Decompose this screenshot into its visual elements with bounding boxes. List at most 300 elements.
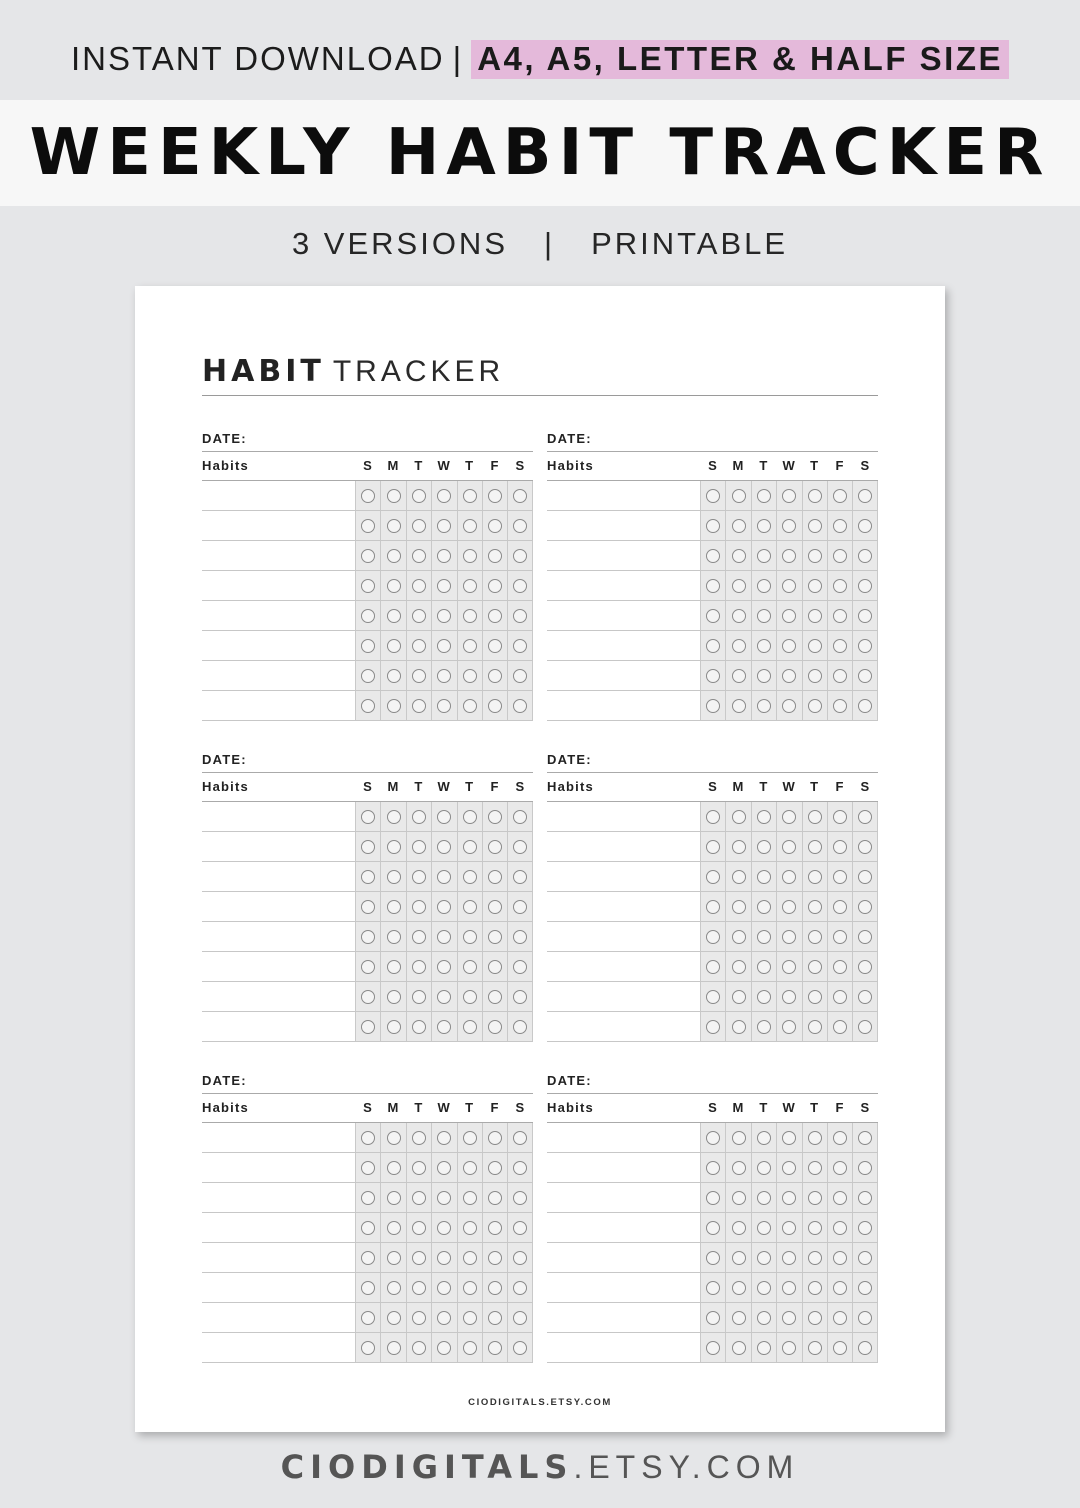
day-cell xyxy=(380,601,405,630)
day-cell xyxy=(507,922,532,951)
checkbox-circle-icon xyxy=(858,699,872,713)
checkbox-circle-icon xyxy=(488,669,502,683)
brand-line xyxy=(0,1448,1080,1486)
day-cells xyxy=(700,952,878,981)
checkbox-circle-icon xyxy=(412,900,426,914)
day-cells xyxy=(355,571,533,600)
day-label: W xyxy=(437,1100,450,1115)
day-cell xyxy=(380,1303,405,1332)
checkbox-circle-icon xyxy=(858,960,872,974)
checkbox-circle-icon xyxy=(858,549,872,563)
day-cells xyxy=(355,661,533,690)
day-cell xyxy=(751,1213,776,1242)
checkbox-circle-icon xyxy=(782,1131,796,1145)
day-cell xyxy=(355,922,380,951)
header-row xyxy=(202,1093,533,1123)
day-cell xyxy=(431,1153,456,1182)
checkbox-circle-icon xyxy=(361,1281,375,1295)
day-cells xyxy=(700,1273,878,1302)
day-cell xyxy=(431,862,456,891)
day-cell xyxy=(457,802,482,831)
checkbox-circle-icon xyxy=(782,1311,796,1325)
day-cell xyxy=(406,541,431,570)
day-cell xyxy=(802,541,827,570)
day-cell xyxy=(406,631,431,660)
day-cell xyxy=(776,1333,801,1362)
day-cell xyxy=(802,952,827,981)
checkbox-circle-icon xyxy=(732,639,746,653)
day-label: S xyxy=(860,458,870,473)
day-label: M xyxy=(732,779,744,794)
checkbox-circle-icon xyxy=(833,1281,847,1295)
day-label: S xyxy=(363,458,372,473)
day-label: M xyxy=(387,779,399,794)
day-cell xyxy=(827,511,852,540)
day-cells xyxy=(355,601,533,630)
checkbox-circle-icon xyxy=(437,699,451,713)
day-cell xyxy=(507,1273,532,1302)
checkbox-circle-icon xyxy=(833,900,847,914)
day-cell xyxy=(431,802,456,831)
day-cell xyxy=(431,832,456,861)
day-cell xyxy=(406,1243,431,1272)
checkbox-circle-icon xyxy=(387,960,401,974)
day-cell xyxy=(457,481,482,510)
day-cell xyxy=(355,862,380,891)
checkbox-circle-icon xyxy=(437,1251,451,1265)
day-cell xyxy=(751,1183,776,1212)
habit-row xyxy=(547,691,878,721)
day-cell xyxy=(725,802,750,831)
checkbox-circle-icon xyxy=(757,1191,771,1205)
checkbox-circle-icon xyxy=(361,1221,375,1235)
day-cell xyxy=(355,661,380,690)
habit-row xyxy=(202,1333,533,1363)
habit-row xyxy=(202,1012,533,1042)
day-cell xyxy=(406,481,431,510)
checkbox-circle-icon xyxy=(463,639,477,653)
day-cell xyxy=(725,1243,750,1272)
day-cell xyxy=(802,1273,827,1302)
checkbox-circle-icon xyxy=(706,1191,720,1205)
day-cell xyxy=(852,541,877,570)
day-cell xyxy=(457,832,482,861)
habit-row xyxy=(547,601,878,631)
day-cell xyxy=(380,631,405,660)
checkbox-circle-icon xyxy=(757,639,771,653)
day-cell xyxy=(406,922,431,951)
day-cell xyxy=(776,1123,801,1152)
checkbox-circle-icon xyxy=(361,669,375,683)
checkbox-circle-icon xyxy=(732,669,746,683)
day-cell xyxy=(507,1123,532,1152)
day-label: T xyxy=(414,779,423,794)
day-cell xyxy=(802,1333,827,1362)
day-cell xyxy=(507,691,532,720)
day-cell xyxy=(380,1333,405,1362)
habit-row xyxy=(547,661,878,691)
day-cell xyxy=(827,661,852,690)
day-cell xyxy=(482,832,507,861)
checkbox-circle-icon xyxy=(463,1161,477,1175)
habit-row xyxy=(547,1213,878,1243)
checkbox-circle-icon xyxy=(387,1131,401,1145)
day-cell xyxy=(355,1243,380,1272)
checkbox-circle-icon xyxy=(437,960,451,974)
day-cell xyxy=(776,571,801,600)
checkbox-circle-icon xyxy=(782,1281,796,1295)
day-label: T xyxy=(414,1100,423,1115)
habit-row xyxy=(547,832,878,862)
checkbox-circle-icon xyxy=(706,1221,720,1235)
habit-row xyxy=(202,952,533,982)
checkbox-circle-icon xyxy=(437,1161,451,1175)
checkbox-circle-icon xyxy=(488,489,502,503)
day-cell xyxy=(725,1012,750,1041)
checkbox-circle-icon xyxy=(412,870,426,884)
checkbox-circle-icon xyxy=(782,609,796,623)
checkbox-circle-icon xyxy=(513,1251,527,1265)
day-cell xyxy=(852,922,877,951)
habit-grid xyxy=(202,802,533,1042)
checkbox-circle-icon xyxy=(513,990,527,1004)
day-cell xyxy=(700,1303,725,1332)
day-cell xyxy=(380,982,405,1011)
checkbox-circle-icon xyxy=(361,930,375,944)
checkbox-circle-icon xyxy=(732,489,746,503)
checkbox-circle-icon xyxy=(488,1341,502,1355)
checkbox-circle-icon xyxy=(513,489,527,503)
checkbox-circle-icon xyxy=(706,870,720,884)
checkbox-circle-icon xyxy=(488,609,502,623)
day-cell xyxy=(700,1243,725,1272)
checkbox-circle-icon xyxy=(387,1251,401,1265)
day-cell xyxy=(507,511,532,540)
checkbox-circle-icon xyxy=(463,669,477,683)
habit-row xyxy=(547,952,878,982)
day-label: T xyxy=(810,1100,819,1115)
checkbox-circle-icon xyxy=(757,549,771,563)
checkbox-circle-icon xyxy=(437,930,451,944)
checkbox-circle-icon xyxy=(808,840,822,854)
habit-row xyxy=(547,1243,878,1273)
checkbox-circle-icon xyxy=(361,990,375,1004)
checkbox-circle-icon xyxy=(488,1251,502,1265)
habit-row xyxy=(202,1123,533,1153)
day-cell xyxy=(457,601,482,630)
checkbox-circle-icon xyxy=(387,549,401,563)
day-cell xyxy=(431,601,456,630)
checkbox-circle-icon xyxy=(437,1191,451,1205)
checkbox-circle-icon xyxy=(732,840,746,854)
day-cell xyxy=(852,511,877,540)
checkbox-circle-icon xyxy=(858,930,872,944)
day-label: T xyxy=(465,1100,474,1115)
checkbox-circle-icon xyxy=(513,1191,527,1205)
habit-row xyxy=(202,601,533,631)
day-cell xyxy=(482,1273,507,1302)
day-cell xyxy=(431,892,456,921)
day-cell xyxy=(751,1243,776,1272)
checkbox-circle-icon xyxy=(732,1221,746,1235)
habit-row xyxy=(547,802,878,832)
checkbox-circle-icon xyxy=(412,1341,426,1355)
checkbox-circle-icon xyxy=(706,990,720,1004)
checkbox-circle-icon xyxy=(706,1281,720,1295)
checkbox-circle-icon xyxy=(463,1281,477,1295)
checkbox-circle-icon xyxy=(833,1020,847,1034)
day-cells xyxy=(700,601,878,630)
checkbox-circle-icon xyxy=(361,1251,375,1265)
day-cell xyxy=(457,1273,482,1302)
day-cells xyxy=(355,982,533,1011)
day-cell xyxy=(507,802,532,831)
checkbox-circle-icon xyxy=(412,549,426,563)
checkbox-circle-icon xyxy=(437,1281,451,1295)
checkbox-circle-icon xyxy=(463,1251,477,1265)
habit-grid xyxy=(547,802,878,1042)
checkbox-circle-icon xyxy=(513,1161,527,1175)
day-cell xyxy=(457,541,482,570)
checkbox-circle-icon xyxy=(706,489,720,503)
day-cell xyxy=(776,982,801,1011)
header-row xyxy=(547,772,878,802)
day-cell xyxy=(355,892,380,921)
checkbox-circle-icon xyxy=(387,489,401,503)
day-cell xyxy=(751,922,776,951)
day-cell xyxy=(457,982,482,1011)
checkbox-circle-icon xyxy=(808,489,822,503)
checkbox-circle-icon xyxy=(808,549,822,563)
day-label: T xyxy=(810,779,819,794)
day-cell xyxy=(725,832,750,861)
checkbox-circle-icon xyxy=(387,900,401,914)
day-cell xyxy=(852,1012,877,1041)
day-cell xyxy=(380,802,405,831)
checkbox-circle-icon xyxy=(858,669,872,683)
checkbox-circle-icon xyxy=(732,1281,746,1295)
checkbox-circle-icon xyxy=(387,579,401,593)
day-cell xyxy=(802,892,827,921)
checkbox-circle-icon xyxy=(858,1281,872,1295)
day-cell xyxy=(406,832,431,861)
day-label: S xyxy=(860,1100,870,1115)
title-banner xyxy=(0,100,1080,206)
day-cell xyxy=(355,691,380,720)
checkbox-circle-icon xyxy=(757,960,771,974)
day-cell xyxy=(827,922,852,951)
checkbox-circle-icon xyxy=(437,840,451,854)
day-cell xyxy=(751,982,776,1011)
day-cell xyxy=(457,691,482,720)
checkbox-circle-icon xyxy=(833,1311,847,1325)
day-cell xyxy=(431,1243,456,1272)
day-cell xyxy=(725,982,750,1011)
day-label: W xyxy=(437,779,450,794)
day-cell xyxy=(507,1213,532,1242)
checkbox-circle-icon xyxy=(858,579,872,593)
checkbox-circle-icon xyxy=(488,1161,502,1175)
checkbox-circle-icon xyxy=(387,840,401,854)
checkbox-circle-icon xyxy=(732,699,746,713)
day-cell xyxy=(776,691,801,720)
day-cell xyxy=(355,631,380,660)
day-cell xyxy=(802,802,827,831)
day-cell xyxy=(507,571,532,600)
day-cell xyxy=(355,952,380,981)
day-cell xyxy=(482,631,507,660)
checkbox-circle-icon xyxy=(488,1311,502,1325)
day-cell xyxy=(482,571,507,600)
day-cell xyxy=(751,661,776,690)
day-cell xyxy=(852,862,877,891)
checkbox-circle-icon xyxy=(833,1131,847,1145)
day-cell xyxy=(751,832,776,861)
checkbox-circle-icon xyxy=(706,1311,720,1325)
day-cells xyxy=(700,691,878,720)
checkbox-circle-icon xyxy=(782,990,796,1004)
day-cell xyxy=(725,571,750,600)
checkbox-circle-icon xyxy=(361,1341,375,1355)
day-cells xyxy=(355,1303,533,1332)
habits-label: Habits xyxy=(547,458,594,473)
day-cell xyxy=(457,571,482,600)
habit-row xyxy=(202,1243,533,1273)
day-cell xyxy=(355,511,380,540)
day-cell xyxy=(751,1273,776,1302)
day-cell xyxy=(802,661,827,690)
checkbox-circle-icon xyxy=(833,1251,847,1265)
habit-row xyxy=(547,1123,878,1153)
checkbox-circle-icon xyxy=(706,960,720,974)
habits-label: Habits xyxy=(202,1100,249,1115)
checkbox-circle-icon xyxy=(513,639,527,653)
checkbox-circle-icon xyxy=(361,609,375,623)
checkbox-circle-icon xyxy=(463,579,477,593)
versions-text: 3 VERSIONS xyxy=(291,226,508,261)
day-cell xyxy=(725,691,750,720)
checkbox-circle-icon xyxy=(387,669,401,683)
day-cell xyxy=(380,511,405,540)
checkbox-circle-icon xyxy=(463,960,477,974)
checkbox-circle-icon xyxy=(488,549,502,563)
checkbox-circle-icon xyxy=(732,930,746,944)
checkbox-circle-icon xyxy=(808,669,822,683)
checkbox-circle-icon xyxy=(412,1311,426,1325)
checkbox-circle-icon xyxy=(706,609,720,623)
checkbox-circle-icon xyxy=(732,870,746,884)
habit-row xyxy=(547,481,878,511)
day-cell xyxy=(827,691,852,720)
day-cell xyxy=(380,1123,405,1152)
checkbox-circle-icon xyxy=(732,1020,746,1034)
checkbox-circle-icon xyxy=(412,1191,426,1205)
checkbox-circle-icon xyxy=(513,810,527,824)
day-cell xyxy=(827,1123,852,1152)
checkbox-circle-icon xyxy=(858,900,872,914)
day-cell xyxy=(482,1243,507,1272)
checkbox-circle-icon xyxy=(463,1221,477,1235)
checkbox-circle-icon xyxy=(706,930,720,944)
day-cell xyxy=(776,1153,801,1182)
day-cell xyxy=(852,952,877,981)
habit-row xyxy=(202,1303,533,1333)
checkbox-circle-icon xyxy=(437,489,451,503)
day-cell xyxy=(380,862,405,891)
day-cell xyxy=(380,952,405,981)
checkbox-circle-icon xyxy=(782,900,796,914)
day-cells xyxy=(700,631,878,660)
day-label: W xyxy=(782,1100,795,1115)
checkbox-circle-icon xyxy=(858,1191,872,1205)
day-cell xyxy=(852,631,877,660)
day-cell xyxy=(406,571,431,600)
day-cells xyxy=(700,892,878,921)
checkbox-circle-icon xyxy=(732,990,746,1004)
day-label: T xyxy=(465,779,474,794)
day-cell xyxy=(482,892,507,921)
day-cell xyxy=(380,1243,405,1272)
checkbox-circle-icon xyxy=(412,1161,426,1175)
checkbox-circle-icon xyxy=(488,1131,502,1145)
day-cell xyxy=(507,952,532,981)
day-cell xyxy=(380,1213,405,1242)
checkbox-circle-icon xyxy=(437,1131,451,1145)
checkbox-circle-icon xyxy=(706,1161,720,1175)
day-cells xyxy=(355,892,533,921)
checkbox-circle-icon xyxy=(808,1341,822,1355)
checkbox-circle-icon xyxy=(463,519,477,533)
checkbox-circle-icon xyxy=(437,1020,451,1034)
day-cell xyxy=(406,952,431,981)
checkbox-circle-icon xyxy=(732,579,746,593)
checkbox-circle-icon xyxy=(387,810,401,824)
day-cells xyxy=(355,862,533,891)
day-cell xyxy=(776,601,801,630)
day-cell xyxy=(700,892,725,921)
header-row xyxy=(547,451,878,481)
checkbox-circle-icon xyxy=(387,1221,401,1235)
day-cells xyxy=(355,1153,533,1182)
day-cell xyxy=(852,1273,877,1302)
day-cell xyxy=(700,661,725,690)
checkbox-circle-icon xyxy=(808,1281,822,1295)
habit-row xyxy=(202,922,533,952)
day-cell xyxy=(751,862,776,891)
day-label: S xyxy=(708,1100,717,1115)
day-cell xyxy=(751,1153,776,1182)
date-label: DATE: xyxy=(202,752,247,767)
checkbox-circle-icon xyxy=(757,930,771,944)
day-cell xyxy=(431,631,456,660)
day-cell xyxy=(355,601,380,630)
day-cell xyxy=(802,1183,827,1212)
checkbox-circle-icon xyxy=(808,519,822,533)
habit-row xyxy=(202,631,533,661)
habit-row xyxy=(202,1183,533,1213)
day-cell xyxy=(751,1303,776,1332)
checkbox-circle-icon xyxy=(706,579,720,593)
habit-grid xyxy=(202,1123,533,1363)
day-cell xyxy=(827,571,852,600)
day-cell xyxy=(482,661,507,690)
day-cell xyxy=(852,1183,877,1212)
day-label: S xyxy=(363,779,372,794)
day-label: F xyxy=(835,779,844,794)
day-cells xyxy=(355,511,533,540)
day-cells xyxy=(700,802,878,831)
day-cell xyxy=(725,862,750,891)
